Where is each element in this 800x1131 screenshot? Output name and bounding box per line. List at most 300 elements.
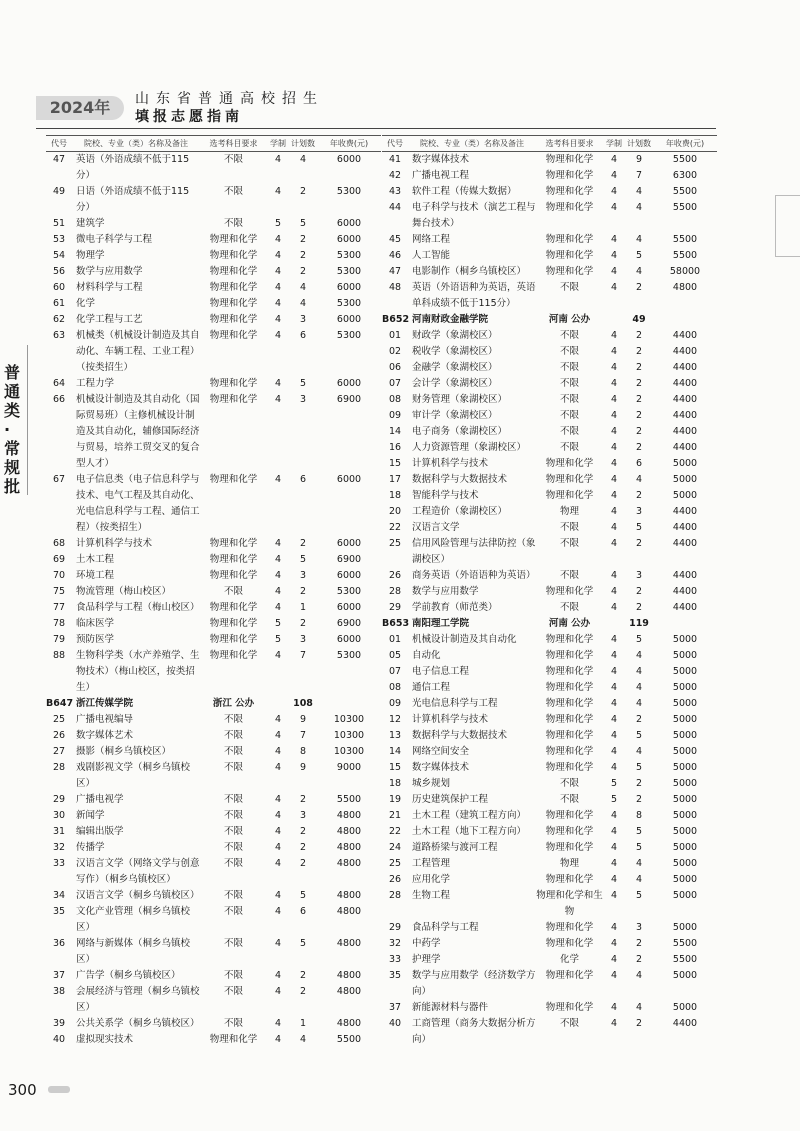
row-subject: 物理和化学 bbox=[209, 634, 258, 645]
row-plan: 5 bbox=[299, 554, 307, 565]
row-name: 环境工程 bbox=[76, 570, 115, 581]
row-years: 4 bbox=[610, 874, 618, 885]
row-fee: 4800 bbox=[336, 986, 362, 997]
row-subject: 物理和化学和生物 bbox=[536, 890, 603, 917]
row-name: 通信工程 bbox=[412, 682, 451, 693]
row-years: 4 bbox=[610, 570, 618, 581]
row-name: 电子信息类（电子信息科学与技术、电气工程及其自动化、光电信息科学与工程、通信工程）（按类招生） bbox=[76, 474, 200, 533]
row-years: 4 bbox=[610, 282, 618, 293]
row-years: 5 bbox=[274, 618, 282, 629]
table-row bbox=[46, 968, 381, 984]
row-code: 67 bbox=[52, 474, 66, 485]
row-code: 18 bbox=[388, 778, 402, 789]
row-code: 09 bbox=[388, 698, 402, 709]
row-name: 历史建筑保护工程 bbox=[412, 794, 489, 805]
row-plan: 4 bbox=[635, 234, 643, 245]
row-years: 4 bbox=[274, 298, 282, 309]
row-years: 4 bbox=[610, 378, 618, 389]
table-row bbox=[382, 472, 717, 488]
row-name: 食品科学与工程 bbox=[412, 922, 479, 933]
row-plan: 2 bbox=[299, 538, 307, 549]
row-code: 01 bbox=[388, 330, 402, 341]
table-row bbox=[46, 600, 381, 616]
row-name: 生物科学类（水产养殖学、生物技术）（梅山校区，按类招生） bbox=[76, 650, 200, 693]
row-code: 18 bbox=[388, 490, 402, 501]
row-subject: 河南 公办 bbox=[548, 314, 591, 325]
row-subject: 不限 bbox=[223, 714, 243, 725]
row-code: 05 bbox=[388, 650, 402, 661]
row-fee: 4400 bbox=[672, 346, 698, 357]
row-subject: 不限 bbox=[223, 970, 243, 981]
row-subject: 不限 bbox=[223, 1018, 243, 1029]
row-years: 4 bbox=[610, 506, 618, 517]
table-row bbox=[46, 648, 381, 696]
row-years: 4 bbox=[610, 442, 618, 453]
row-fee: 4800 bbox=[336, 890, 362, 901]
row-subject: 物理和化学 bbox=[545, 186, 594, 197]
row-fee: 58000 bbox=[669, 266, 701, 277]
row-name: 电子科学与技术（演艺工程与舞台技术） bbox=[412, 202, 536, 229]
row-subject: 不限 bbox=[559, 442, 579, 453]
row-plan: 108 bbox=[293, 698, 313, 709]
table-row bbox=[46, 152, 381, 185]
table-row bbox=[382, 344, 717, 360]
row-years: 4 bbox=[274, 794, 282, 805]
row-code: 25 bbox=[52, 714, 66, 725]
row-fee: 5300 bbox=[336, 266, 362, 277]
row-fee: 10300 bbox=[333, 714, 365, 725]
row-subject: 物理和化学 bbox=[545, 842, 594, 853]
row-years: 4 bbox=[274, 154, 282, 165]
row-name: 南阳理工学院 bbox=[412, 618, 470, 629]
row-plan: 2 bbox=[299, 250, 307, 261]
row-code: 07 bbox=[388, 378, 402, 389]
row-plan: 2 bbox=[635, 410, 643, 421]
row-years: 4 bbox=[274, 826, 282, 837]
row-name: 道路桥梁与渡河工程 bbox=[412, 842, 498, 853]
row-code: 32 bbox=[388, 938, 402, 949]
row-name: 物流管理（梅山校区） bbox=[76, 586, 172, 597]
row-code: 63 bbox=[52, 330, 66, 341]
row-name: 财政学（象湖校区） bbox=[412, 330, 498, 341]
row-name: 公共关系学（桐乡乌镇校区） bbox=[76, 1018, 200, 1029]
row-name: 新闻学 bbox=[76, 810, 105, 821]
row-subject: 不限 bbox=[559, 346, 579, 357]
row-code: 26 bbox=[388, 570, 402, 581]
row-plan: 2 bbox=[635, 394, 643, 405]
row-name: 物理学 bbox=[76, 250, 105, 261]
row-fee: 5500 bbox=[336, 794, 362, 805]
row-plan: 5 bbox=[299, 378, 307, 389]
row-name: 电子信息工程 bbox=[412, 666, 470, 677]
row-code: 33 bbox=[388, 954, 402, 965]
column-header: 年收费(元) bbox=[317, 136, 381, 152]
row-plan: 3 bbox=[635, 570, 643, 581]
row-plan: 3 bbox=[299, 394, 307, 405]
row-fee: 5000 bbox=[672, 1002, 698, 1013]
row-subject: 不限 bbox=[559, 362, 579, 373]
row-code: 53 bbox=[52, 234, 66, 245]
row-name: 编辑出版学 bbox=[76, 826, 124, 837]
row-code: 17 bbox=[388, 474, 402, 485]
row-plan: 3 bbox=[635, 922, 643, 933]
row-subject: 物理和化学 bbox=[545, 586, 594, 597]
row-fee: 5500 bbox=[672, 202, 698, 213]
row-plan: 2 bbox=[635, 1018, 643, 1029]
row-code: 22 bbox=[388, 826, 402, 837]
table-row bbox=[382, 456, 717, 472]
row-code: 19 bbox=[388, 794, 402, 805]
row-subject: 不限 bbox=[559, 378, 579, 389]
row-subject: 物理和化学 bbox=[545, 474, 594, 485]
row-subject: 不限 bbox=[223, 154, 243, 165]
row-fee: 4400 bbox=[672, 506, 698, 517]
row-years: 4 bbox=[610, 346, 618, 357]
right-column bbox=[382, 135, 717, 1048]
row-fee: 5000 bbox=[672, 634, 698, 645]
row-fee: 4800 bbox=[336, 826, 362, 837]
table-row bbox=[382, 856, 717, 872]
table-row bbox=[46, 216, 381, 232]
row-name: 材料科学与工程 bbox=[76, 282, 143, 293]
row-subject: 物理和化学 bbox=[545, 490, 594, 501]
row-plan: 5 bbox=[299, 890, 307, 901]
table-row bbox=[382, 568, 717, 584]
row-code: 48 bbox=[388, 282, 402, 293]
row-plan: 4 bbox=[635, 1002, 643, 1013]
row-subject: 不限 bbox=[223, 906, 243, 917]
row-plan: 2 bbox=[635, 586, 643, 597]
row-name: 广播电视工程 bbox=[412, 170, 470, 181]
row-years: 4 bbox=[274, 602, 282, 613]
row-name: 人工智能 bbox=[412, 250, 451, 261]
row-subject: 物理和化学 bbox=[545, 666, 594, 677]
row-plan: 2 bbox=[635, 282, 643, 293]
row-years: 4 bbox=[610, 186, 618, 197]
row-fee: 6900 bbox=[336, 394, 362, 405]
row-code: 29 bbox=[52, 794, 66, 805]
row-plan: 4 bbox=[635, 474, 643, 485]
row-plan: 4 bbox=[635, 202, 643, 213]
row-plan: 9 bbox=[299, 714, 307, 725]
row-code: 14 bbox=[388, 426, 402, 437]
row-name: 光电信息科学与工程 bbox=[412, 698, 498, 709]
row-subject: 不限 bbox=[223, 842, 243, 853]
row-plan: 2 bbox=[299, 234, 307, 245]
row-plan: 5 bbox=[635, 890, 643, 901]
row-name: 金融学（象湖校区） bbox=[412, 362, 498, 373]
row-name: 化学工程与工艺 bbox=[76, 314, 143, 325]
row-fee: 5500 bbox=[672, 250, 698, 261]
table-row bbox=[46, 552, 381, 568]
row-name: 数字媒体技术 bbox=[412, 762, 470, 773]
row-code: 16 bbox=[388, 442, 402, 453]
row-code: 43 bbox=[388, 186, 402, 197]
row-subject: 不限 bbox=[559, 1018, 579, 1029]
row-plan: 2 bbox=[299, 826, 307, 837]
row-code: 88 bbox=[52, 650, 66, 661]
row-name: 虚拟现实技术 bbox=[76, 1034, 134, 1045]
row-fee: 5500 bbox=[336, 1034, 362, 1045]
table-row bbox=[46, 840, 381, 856]
table-row bbox=[382, 776, 717, 792]
row-code: 14 bbox=[388, 746, 402, 757]
row-plan: 2 bbox=[635, 954, 643, 965]
row-plan: 5 bbox=[635, 250, 643, 261]
table-row bbox=[46, 824, 381, 840]
table-row bbox=[382, 1016, 717, 1048]
row-name: 戏剧影视文学（桐乡乌镇校区） bbox=[76, 762, 191, 789]
table-row bbox=[382, 712, 717, 728]
row-name: 数据科学与大数据技术 bbox=[412, 474, 508, 485]
row-fee: 5000 bbox=[672, 746, 698, 757]
table-row bbox=[382, 280, 717, 312]
row-code: 08 bbox=[388, 682, 402, 693]
row-code: 40 bbox=[52, 1034, 66, 1045]
table-row bbox=[46, 632, 381, 648]
row-years: 4 bbox=[610, 650, 618, 661]
row-fee: 5000 bbox=[672, 698, 698, 709]
row-name: 人力资源管理（象湖校区） bbox=[412, 442, 527, 453]
row-years: 4 bbox=[610, 154, 618, 165]
row-name: 化学 bbox=[76, 298, 96, 309]
row-plan: 4 bbox=[299, 298, 307, 309]
row-subject: 不限 bbox=[559, 522, 579, 533]
row-name: 英语（外语语种为英语，英语单科成绩不低于115分） bbox=[412, 282, 536, 309]
row-plan: 2 bbox=[635, 794, 643, 805]
row-fee: 6900 bbox=[336, 554, 362, 565]
row-plan: 8 bbox=[635, 810, 643, 821]
row-code: 70 bbox=[52, 570, 66, 581]
row-years: 4 bbox=[610, 330, 618, 341]
row-years: 4 bbox=[274, 714, 282, 725]
row-fee: 5000 bbox=[672, 890, 698, 901]
row-fee: 5000 bbox=[672, 762, 698, 773]
row-code: 39 bbox=[52, 1018, 66, 1029]
row-plan: 4 bbox=[635, 666, 643, 677]
row-fee: 5300 bbox=[336, 186, 362, 197]
column-header: 选考科目要求 bbox=[200, 136, 267, 152]
table-row bbox=[382, 680, 717, 696]
row-subject: 物理和化学 bbox=[209, 298, 258, 309]
row-fee bbox=[653, 616, 717, 632]
column-header: 年收费(元) bbox=[653, 136, 717, 152]
row-fee: 5000 bbox=[672, 794, 698, 805]
row-plan: 2 bbox=[635, 330, 643, 341]
row-fee: 5000 bbox=[672, 490, 698, 501]
row-plan: 4 bbox=[635, 682, 643, 693]
row-fee: 5000 bbox=[672, 858, 698, 869]
row-years: 4 bbox=[274, 1018, 282, 1029]
row-subject: 物理和化学 bbox=[545, 170, 594, 181]
row-subject: 物理和化学 bbox=[545, 874, 594, 885]
row-years: 4 bbox=[274, 1034, 282, 1045]
row-years: 4 bbox=[274, 586, 282, 597]
row-years: 4 bbox=[274, 730, 282, 741]
row-fee: 4400 bbox=[672, 570, 698, 581]
row-code: 28 bbox=[52, 762, 66, 773]
row-years: 5 bbox=[274, 634, 282, 645]
row-fee: 5000 bbox=[672, 826, 698, 837]
row-plan: 2 bbox=[635, 362, 643, 373]
table-row bbox=[46, 616, 381, 632]
row-name: 汉语言文学（桐乡乌镇校区） bbox=[76, 890, 200, 901]
row-subject: 物理和化学 bbox=[209, 330, 258, 341]
row-fee: 5000 bbox=[672, 458, 698, 469]
row-name: 河南财政金融学院 bbox=[412, 314, 489, 325]
row-code: 15 bbox=[388, 762, 402, 773]
row-fee: 4400 bbox=[672, 602, 698, 613]
row-subject: 不限 bbox=[559, 410, 579, 421]
row-name: 汉语言文学 bbox=[412, 522, 460, 533]
row-fee: 5000 bbox=[672, 922, 698, 933]
row-subject: 物理和化学 bbox=[545, 458, 594, 469]
row-code: 27 bbox=[52, 746, 66, 757]
row-name: 数学与应用数学 bbox=[76, 266, 143, 277]
row-plan: 6 bbox=[635, 458, 643, 469]
row-code: 07 bbox=[388, 666, 402, 677]
row-code: 51 bbox=[52, 218, 66, 229]
table-row bbox=[46, 328, 381, 376]
row-name: 网络空间安全 bbox=[412, 746, 470, 757]
row-plan: 2 bbox=[299, 586, 307, 597]
row-subject: 物理和化学 bbox=[545, 810, 594, 821]
row-plan: 4 bbox=[299, 154, 307, 165]
row-plan: 2 bbox=[299, 186, 307, 197]
row-years: 4 bbox=[610, 922, 618, 933]
row-subject: 物理和化学 bbox=[545, 970, 594, 981]
row-subject: 物理和化学 bbox=[545, 746, 594, 757]
row-years: 4 bbox=[274, 570, 282, 581]
row-plan: 3 bbox=[635, 506, 643, 517]
row-code: 22 bbox=[388, 522, 402, 533]
row-fee: 4800 bbox=[672, 282, 698, 293]
row-plan: 5 bbox=[635, 522, 643, 533]
row-plan: 6 bbox=[299, 474, 307, 485]
table-row bbox=[382, 328, 717, 344]
row-code: 69 bbox=[52, 554, 66, 565]
row-name: 微电子科学与工程 bbox=[76, 234, 153, 245]
row-subject: 物理和化学 bbox=[545, 266, 594, 277]
column-header: 代号 bbox=[46, 136, 72, 152]
row-years: 4 bbox=[610, 634, 618, 645]
row-name: 会展经济与管理（桐乡乌镇校区） bbox=[76, 986, 200, 1013]
row-subject: 物理 bbox=[559, 506, 579, 517]
row-code: 15 bbox=[388, 458, 402, 469]
row-subject: 不限 bbox=[559, 282, 579, 293]
row-years: 4 bbox=[610, 266, 618, 277]
column-header: 计划数 bbox=[625, 136, 653, 152]
row-name: 计算机科学与技术 bbox=[412, 458, 489, 469]
row-years: 5 bbox=[610, 794, 618, 805]
row-name: 网络工程 bbox=[412, 234, 451, 245]
row-code: 29 bbox=[388, 602, 402, 613]
row-years bbox=[603, 312, 625, 328]
row-code: 21 bbox=[388, 810, 402, 821]
row-fee: 5000 bbox=[672, 474, 698, 485]
row-subject: 物理和化学 bbox=[545, 154, 594, 165]
row-plan: 5 bbox=[299, 218, 307, 229]
row-code: 20 bbox=[388, 506, 402, 517]
table-row bbox=[382, 168, 717, 184]
row-code: 30 bbox=[52, 810, 66, 821]
table-row bbox=[46, 792, 381, 808]
row-name: 工程管理 bbox=[412, 858, 451, 869]
table-row bbox=[382, 824, 717, 840]
table-row bbox=[46, 392, 381, 472]
table-header bbox=[382, 136, 717, 152]
row-fee: 5300 bbox=[336, 250, 362, 261]
row-years: 4 bbox=[610, 362, 618, 373]
row-name: 建筑学 bbox=[76, 218, 105, 229]
row-name: 应用化学 bbox=[412, 874, 451, 885]
row-fee: 4400 bbox=[672, 330, 698, 341]
table-row bbox=[382, 728, 717, 744]
row-subject: 物理和化学 bbox=[209, 570, 258, 581]
column-header: 学制 bbox=[603, 136, 625, 152]
row-plan: 9 bbox=[635, 154, 643, 165]
table-row bbox=[46, 712, 381, 728]
row-plan: 6 bbox=[299, 330, 307, 341]
page-decoration bbox=[48, 1086, 70, 1093]
row-years: 4 bbox=[274, 250, 282, 261]
row-fee: 5300 bbox=[336, 330, 362, 341]
row-plan: 2 bbox=[635, 602, 643, 613]
table-row bbox=[46, 936, 381, 968]
row-plan: 2 bbox=[635, 938, 643, 949]
row-subject: 物理和化学 bbox=[209, 602, 258, 613]
table-row bbox=[46, 856, 381, 888]
row-name: 中药学 bbox=[412, 938, 441, 949]
row-name: 生物工程 bbox=[412, 890, 451, 901]
row-code: 24 bbox=[388, 842, 402, 853]
row-years: 4 bbox=[610, 762, 618, 773]
row-years: 4 bbox=[610, 234, 618, 245]
row-subject: 物理和化学 bbox=[545, 234, 594, 245]
row-years: 4 bbox=[274, 330, 282, 341]
row-plan: 2 bbox=[299, 618, 307, 629]
row-fee: 6000 bbox=[336, 474, 362, 485]
row-fee: 5000 bbox=[672, 778, 698, 789]
row-plan: 2 bbox=[299, 266, 307, 277]
row-subject: 物理和化学 bbox=[545, 650, 594, 661]
row-plan: 4 bbox=[635, 970, 643, 981]
page-edge-tab bbox=[775, 195, 800, 257]
row-name: 摄影（桐乡乌镇校区） bbox=[76, 746, 172, 757]
row-code: 33 bbox=[52, 858, 66, 869]
row-name: 自动化 bbox=[412, 650, 441, 661]
row-subject: 浙江 公办 bbox=[212, 698, 255, 709]
row-name: 工商管理（商务大数据分析方向） bbox=[412, 1018, 536, 1045]
row-subject: 物理和化学 bbox=[545, 250, 594, 261]
row-subject: 不限 bbox=[223, 186, 243, 197]
row-subject: 物理和化学 bbox=[209, 314, 258, 325]
row-subject: 物理和化学 bbox=[209, 1034, 258, 1045]
row-fee: 10300 bbox=[333, 746, 365, 757]
row-name: 计算机科学与技术 bbox=[412, 714, 489, 725]
row-fee: 9000 bbox=[336, 762, 362, 773]
row-fee: 5300 bbox=[336, 650, 362, 661]
row-years bbox=[267, 696, 289, 712]
row-fee: 5500 bbox=[672, 186, 698, 197]
table-row bbox=[46, 280, 381, 296]
table-row bbox=[46, 1032, 381, 1048]
row-fee: 5000 bbox=[672, 970, 698, 981]
row-name: 计算机科学与技术 bbox=[76, 538, 153, 549]
row-fee bbox=[317, 696, 381, 712]
row-fee: 4400 bbox=[672, 410, 698, 421]
row-code: 44 bbox=[388, 202, 402, 213]
